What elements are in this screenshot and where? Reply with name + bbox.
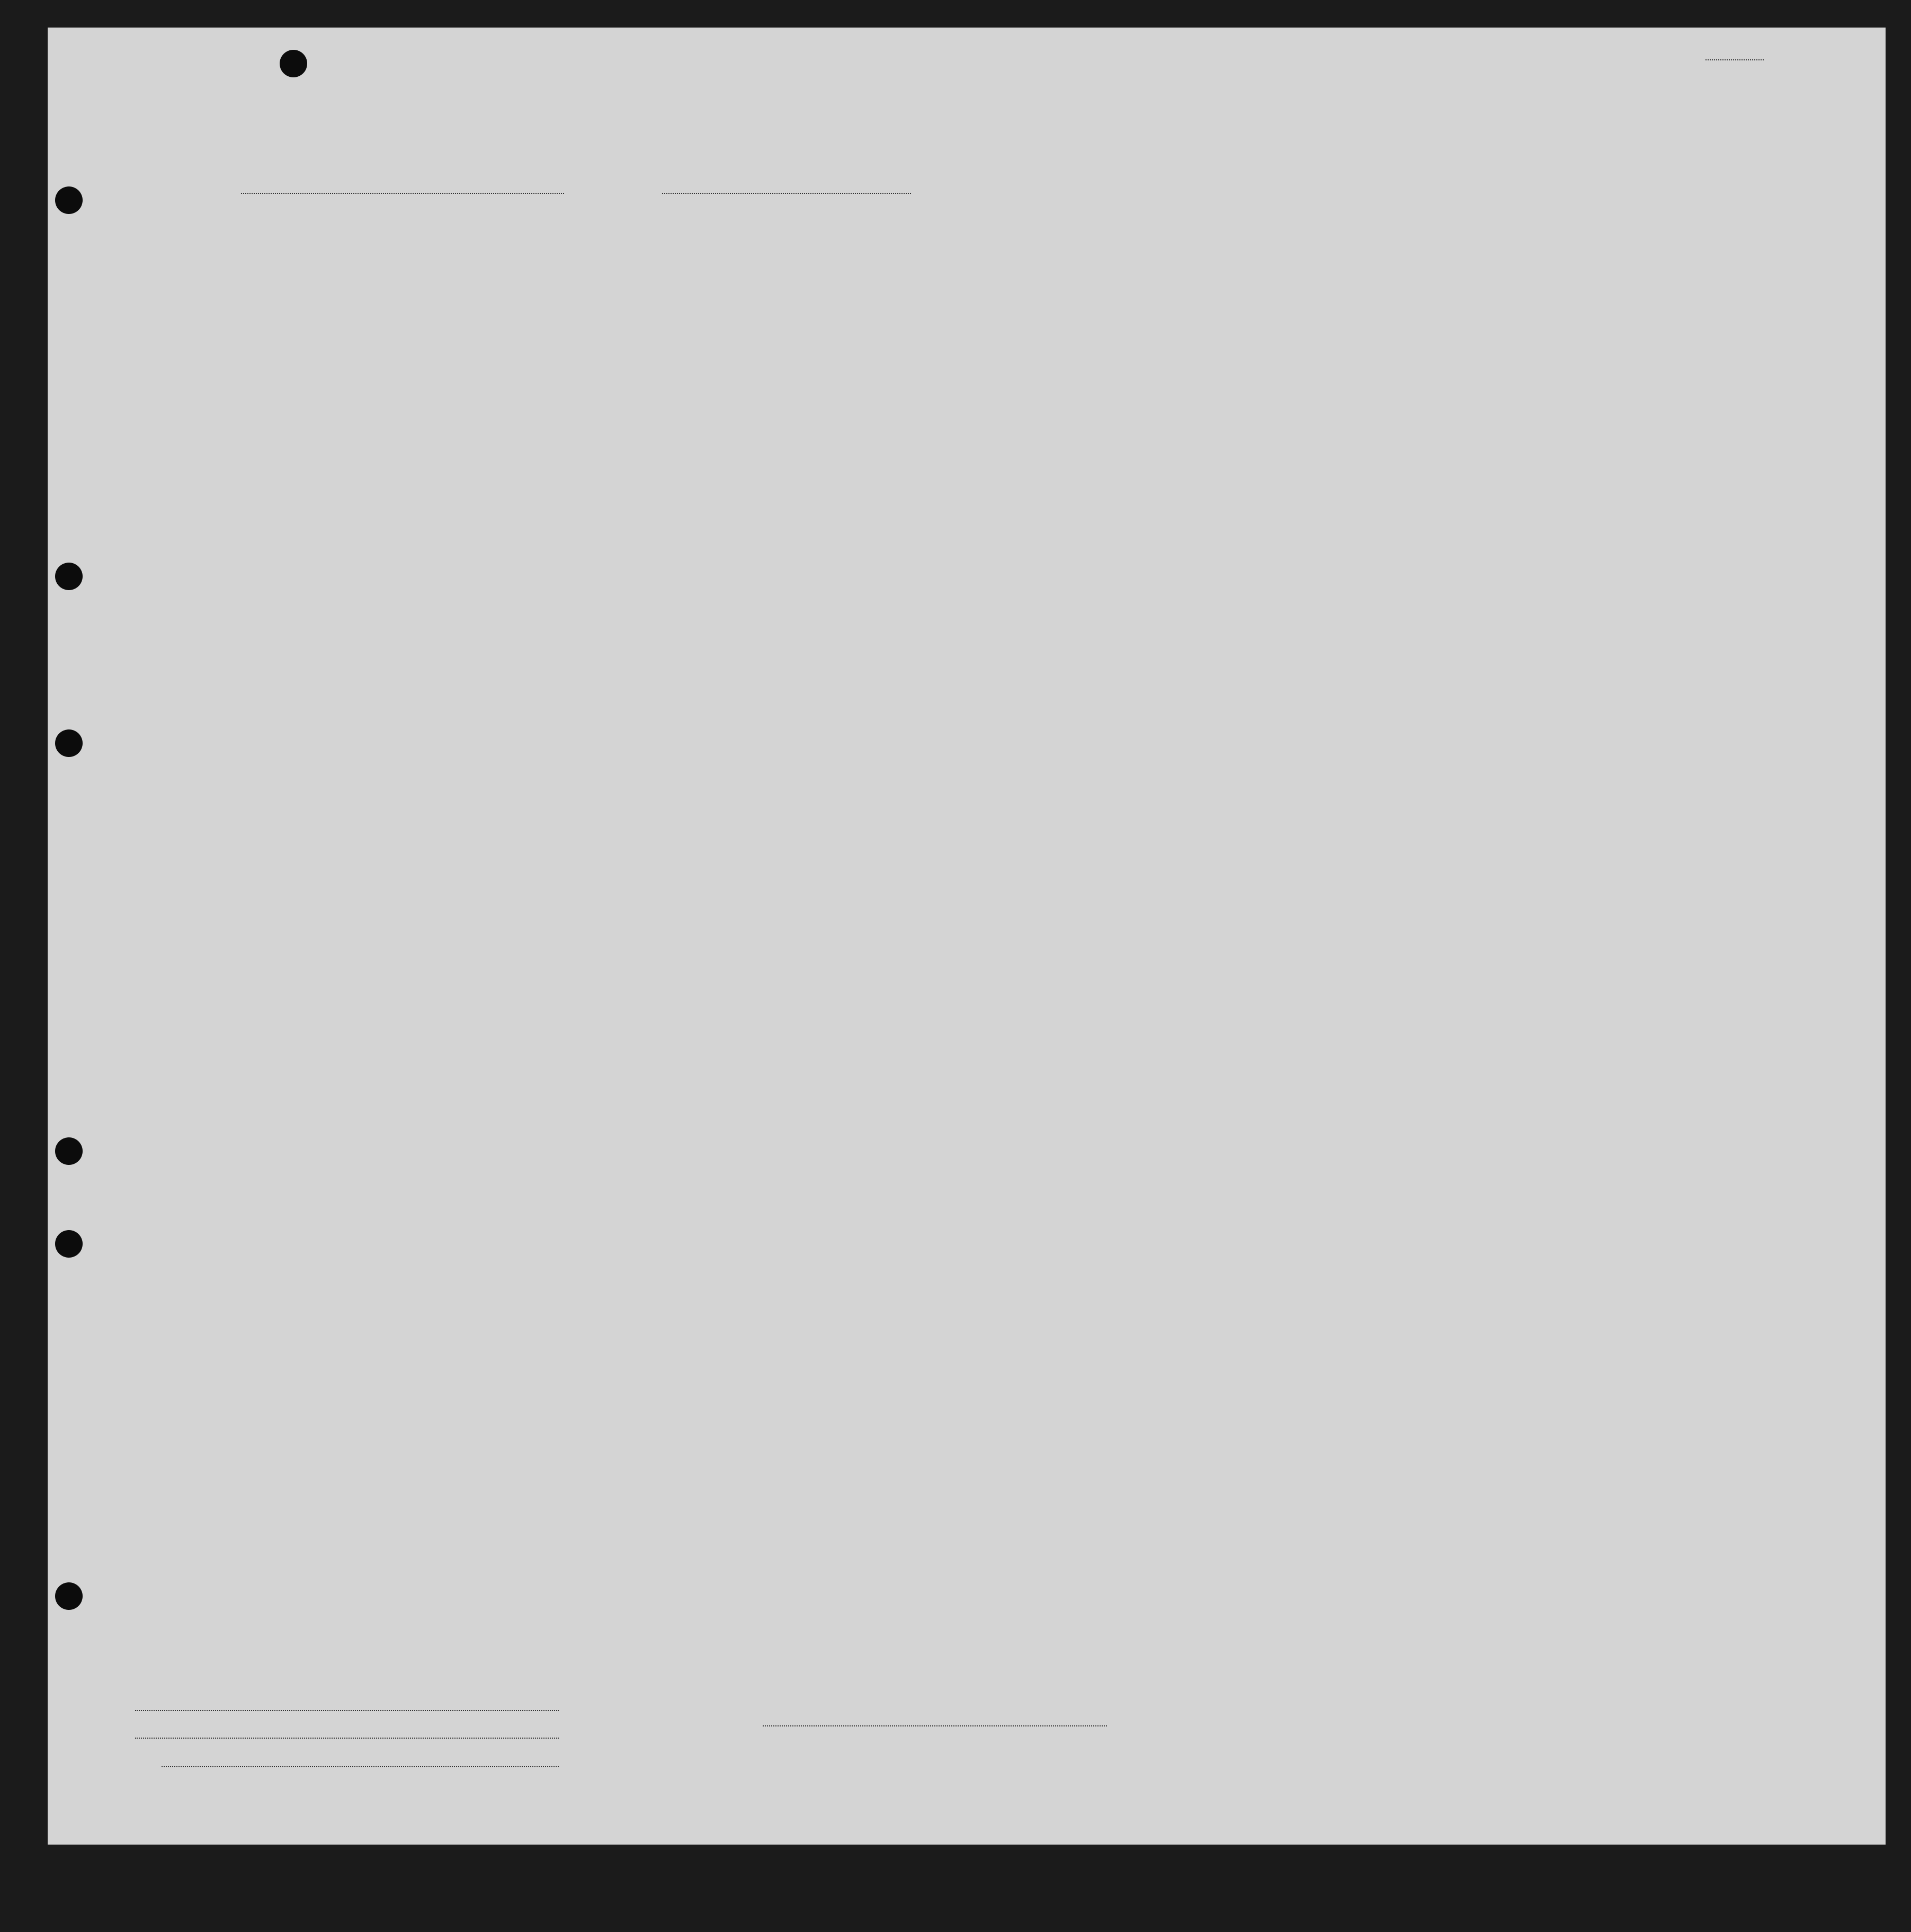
col-4-header [550,244,628,248]
col-7-header [919,244,972,248]
col-17-header [1714,244,1841,253]
inspector-signature-line [763,1725,1107,1726]
col-2-header [133,244,194,248]
col-6-header [755,244,919,254]
col-10-header [1061,244,1111,273]
manifest-grid [48,28,1886,1845]
col-16-header [1529,244,1714,253]
local-agents-field [162,1766,559,1767]
col-3-header [195,244,550,254]
line-field [135,1710,559,1711]
col-9-header [1024,244,1061,273]
col-11-header [1111,244,1215,273]
col-14-header [1367,244,1415,273]
col-1-header [86,244,133,248]
col-15-header [1415,244,1529,260]
col-13-header [1314,244,1367,273]
owners-field [135,1738,559,1739]
col-12-header [1215,244,1314,273]
col-8-header [972,244,1024,254]
manifest-sheet [48,28,1886,1845]
col-5-header [628,244,755,260]
